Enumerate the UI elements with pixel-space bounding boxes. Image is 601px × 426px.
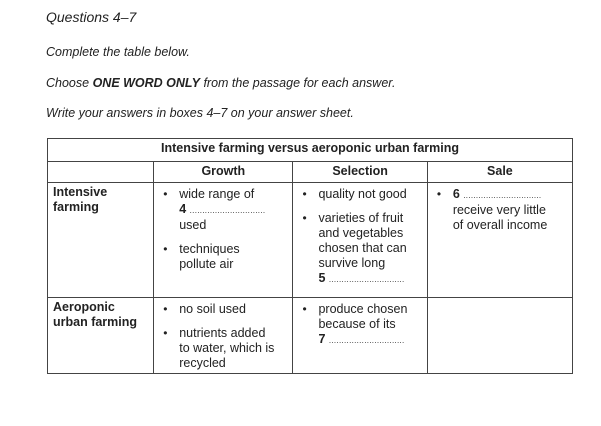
- table-row-intensive: [48, 183, 573, 298]
- row-label-aeroponic-line2: urban farming: [53, 315, 138, 329]
- cell-intensive-growth: [154, 183, 293, 298]
- table-header-row: [48, 162, 573, 183]
- item-text: no soil used: [179, 302, 246, 316]
- instruction-word-limit-emphasis: ONE WORD ONLY: [92, 76, 200, 90]
- list-item: [159, 326, 287, 371]
- row-label-intensive: [48, 183, 154, 298]
- list-item: [298, 302, 421, 348]
- bullet-icon: •: [163, 187, 168, 201]
- header-selection: Selection: [293, 162, 427, 183]
- cell-intensive-sale: [427, 183, 572, 298]
- answer-dots-4: ..............................: [189, 206, 266, 215]
- bullet-icon: •: [163, 242, 168, 256]
- header-growth: Growth: [154, 162, 293, 183]
- item-text: wide range of: [179, 187, 255, 201]
- item-text: quality not good: [318, 187, 407, 201]
- cell-aeroponic-sale: [427, 298, 572, 374]
- answer-dots-5: ..............................: [328, 275, 405, 284]
- list-item: [159, 242, 287, 272]
- list-item: [159, 187, 287, 233]
- list-item: [298, 187, 421, 202]
- cell-aeroponic-growth: [154, 298, 293, 374]
- row-label-intensive-line1: Intensive: [53, 185, 108, 199]
- question-number-5: 5: [318, 271, 326, 285]
- item-text: nutrients added: [179, 326, 266, 340]
- instruction-word-limit: [46, 76, 395, 90]
- answer-dots-6: ...............................: [463, 191, 542, 200]
- item-text: survive long: [318, 256, 386, 270]
- table-row-aeroponic: [48, 298, 573, 374]
- instruction-word-limit-post: from the passage for each answer.: [199, 76, 396, 90]
- row-label-aeroponic: [48, 298, 154, 374]
- item-text: used: [179, 218, 207, 232]
- bullet-icon: •: [302, 302, 307, 316]
- item-text: and vegetables: [318, 226, 404, 240]
- question-number-4: 4: [179, 202, 187, 216]
- list-item: [433, 187, 567, 233]
- list-item: [159, 302, 287, 317]
- answer-blank-4[interactable]: [179, 202, 287, 218]
- item-text: receive very little: [452, 203, 546, 217]
- list-item: [298, 211, 421, 287]
- questions-heading: Questions 4–7: [46, 9, 137, 25]
- bullet-icon: •: [436, 187, 442, 201]
- header-empty: [48, 162, 154, 183]
- answer-dots-7: ..............................: [328, 336, 405, 345]
- table-caption: Intensive farming versus aeroponic urban farming: [48, 139, 573, 162]
- row-label-intensive-line2: farming: [53, 200, 99, 214]
- comparison-table: [47, 138, 573, 374]
- cell-intensive-selection: [293, 183, 427, 298]
- item-text: pollute air: [179, 257, 234, 271]
- answer-blank-7[interactable]: [318, 332, 421, 348]
- question-number-7: 7: [318, 332, 326, 346]
- bullet-icon: •: [302, 211, 307, 225]
- item-text: because of its: [318, 317, 396, 331]
- answer-blank-5[interactable]: [318, 271, 421, 287]
- item-text: varieties of fruit: [318, 211, 404, 225]
- item-text: to water, which is: [179, 341, 275, 355]
- bullet-icon: •: [302, 187, 307, 201]
- instruction-answer-sheet: Write your answers in boxes 4–7 on your answer sheet.: [46, 106, 354, 120]
- instruction-complete-table: Complete the table below.: [46, 45, 190, 59]
- item-text: recycled: [179, 356, 226, 370]
- cell-aeroponic-selection: [293, 298, 427, 374]
- row-label-aeroponic-line1: Aeroponic: [53, 300, 115, 314]
- instruction-word-limit-pre: Choose: [46, 76, 93, 90]
- bullet-icon: •: [163, 302, 168, 316]
- item-text: of overall income: [452, 218, 548, 232]
- header-sale: Sale: [427, 162, 572, 183]
- answer-blank-6[interactable]: [453, 187, 567, 203]
- bullet-icon: •: [163, 326, 168, 340]
- table-caption-row: [48, 139, 573, 162]
- question-number-6: 6: [452, 187, 460, 201]
- item-text: chosen that can: [318, 241, 407, 255]
- item-text: produce chosen: [318, 302, 408, 316]
- item-text: techniques: [179, 242, 240, 256]
